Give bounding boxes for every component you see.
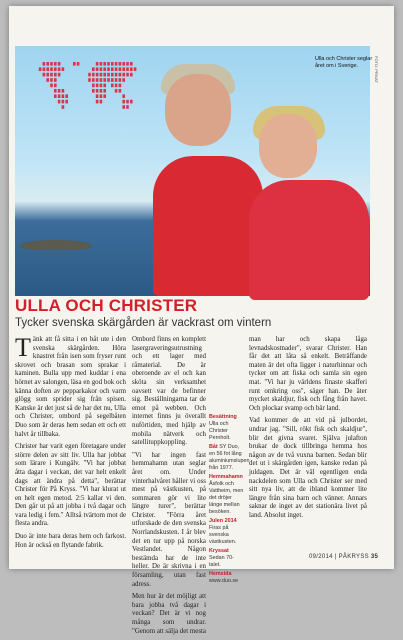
drop-cap: T (15, 333, 31, 362)
fact-value: www.duo.se (209, 578, 239, 584)
christer-face (165, 74, 231, 146)
island (21, 240, 91, 250)
fact-value: SY Duo, en 56 fot lång aluminiumslupen från 1977. (209, 444, 250, 471)
page-footer: 09/2014 | PÅKRYSS 35 (309, 554, 379, 560)
fact-label: Besättning (209, 414, 237, 420)
article-column-2 (132, 336, 206, 640)
fact-item (209, 444, 250, 472)
article-title: ULLA OCH CHRISTER (15, 296, 198, 315)
fact-box (209, 414, 250, 587)
fact-label: Hemmahamn (209, 474, 243, 480)
fact-label: Kryssat (209, 548, 229, 554)
magazine-name: PÅKRYSS (338, 554, 369, 560)
paragraph: änk att få sitta i en båt ute i den svenska skärgården. Höra knastret från isen som fryser runt skrovet och brasan som sprakar i kaminen. Bulla upp med kuddar i ena hörnet av salongen, läsa en god bok och känna doften av pepparkakor och varm glögg som sprider sig från spisen. Kanske är det just så de har det nu, Ulla och Christer, ombord på segelbåten Duo som är deras hem sedan ett och ett halvt år tillbaka. (15, 336, 126, 438)
couple-photo (15, 46, 373, 296)
article-column-3 (249, 336, 367, 524)
fact-value: Sedan 70-talet. (209, 555, 234, 568)
paragraph: Ombord finns en komplett lasergraveringsutrustning och ett lager med råmaterial. De är oberoende av el och kan sköta sin verksamhet oavsett var de befinner sig. Beställningarna tar de emot på webben. Och internet finns ju överallt nuförtiden, med hjälp av mobila nätverk och satellituppkoppling. (132, 336, 206, 447)
ulla-face (259, 114, 317, 178)
fact-label: Julen 2014 (209, 518, 237, 524)
ulla-jacket (249, 180, 369, 300)
photo-credit: FOTO: PRIVAT (374, 56, 379, 84)
issue-number: 09/2014 (309, 554, 333, 560)
fact-label: Båt (209, 444, 220, 450)
paragraph: Duo är inte bara deras hem och farkost. Hon är också en flytande fabrik. (15, 533, 126, 549)
paragraph: man har och skapa låga levnadskostnader", svarar Christer. Han får det att låta så enkelt. Beträffande maten är det ofta ligger i naturhinnar och tycker om att fiska och samla sin egen mat. "Vi har ju världens finaste skafferi runt omkring oss", säger han. De äter mycket skaldjur, fisk och fång från havet. Och plockar svamp och bär land. (249, 336, 367, 412)
fact-item (209, 548, 245, 569)
fact-value: Firas på svenska västkusten. (209, 525, 237, 545)
article-subtitle: Tycker svenska skärgården är vackrast om vintern (15, 317, 272, 329)
photo-caption: Ulla och Christer seglar året om i Sverige. (315, 56, 373, 69)
fact-item (209, 571, 245, 585)
fact-label: Hemsida (209, 571, 232, 577)
fact-value: Åsfolk och Vattheim, men det dröjer länge mellan besöken. (209, 481, 244, 515)
world-map-graphic (33, 60, 141, 112)
paragraph: Vad kommer de att vid på julbordet, undrar jag. "Sill, rökt fisk och skaldjur", blir det givna svaret. Själva julafton brukar de dock tillbringa hemma hos någon av de två vuxna barnen. Sedan blir det ut i skärgården igen, kanske redan på juldagen. Det är väl egentligen enda nackdelen som Ulla och Christer ser med sitt nya liv, att de ibland kommer lite längre från sina barn och vänner. Annars saknar de inget av det stationära livet på land. Absolut inget. (249, 417, 367, 519)
fact-item (209, 414, 245, 442)
fact-item (209, 474, 245, 516)
paragraph: Christer har varit egen företagare under större delen av sitt liv. Ulla har jobbat som lärare i Kungälv. "Vi har jobbat åtta dagar i veckan, det var helt enkelt dags att ändra på detta", berättar Christer för På Kryss. "Vi har klurat ut en helt egen metod. 2:5 kallar vi den. Den går ut på att jobba i två dagar och vara ledig i fem." Alltså tvärtom mot de flesta andra. (15, 443, 126, 528)
paragraph: "Vi har ingen fast hemmahamn utan seglar året om. Under vinterhalvåret håller vi oss mest på västkusten, på sommaren gör vi lite längre turer", berättar Christer. "Förra året utforskade de den svenska Norrlandskusten. I år blev det en tur upp på norska Vestlandet. Någon bestämda har de inte heller. De är skrivna i en församling, utan fast adress. (132, 451, 206, 588)
fact-item (209, 518, 245, 546)
magazine-page (9, 6, 394, 635)
article-column-1 (15, 333, 126, 554)
fact-value: Ulla och Christer Pernholt. (209, 421, 231, 441)
christer-jacket (153, 156, 263, 296)
paragraph: Men hur är det möjligt att bara jobba två dagar i veckan? Det är vi nog många som undrar. "Genom att sälja det mesta (132, 593, 206, 635)
page-number: 35 (370, 554, 379, 560)
